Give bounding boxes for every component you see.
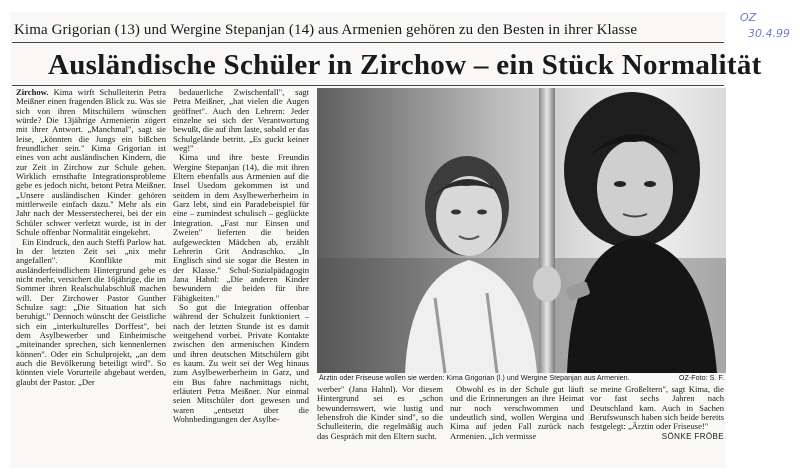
handwritten-date-note xyxy=(740,10,794,50)
author-byline: SÖNKE FRÖBE xyxy=(661,431,724,441)
photo-caption-row xyxy=(317,373,726,383)
photo-credit: OZ-Foto: S. F. xyxy=(678,373,724,382)
paragraph: Ein Eindruck, den auch Steffi Parlow hat. In der letzten Zeit sei „nix mehr angefallen". Konflikte mit ausländerfeindlichem Hintergrund gebe es nicht mehr, versichert die 16jährige, die im Sommer ihren Realschulabschluß machen will. Der Zirchower Pastor Gunther Schulze sagt: „Die Situation hat sich beruhigt." Dennoch wünscht der Geistliche sich ein „interkulturelles Dorffest", bei dem Asylbewerber und Einheimische „miteinander sprechen, sich kennenlernen können". Oder ein Schulprojekt, „an dem auch die Bevölkerung beteiligt wird". So könnten viele Vorurteile abgebaut werden, glaubt der Pastor. „Der xyxy=(16,236,166,387)
article-column-2-spacer xyxy=(173,385,309,468)
date-note-date: 30.4.99 xyxy=(748,27,790,40)
date-note-source: OZ xyxy=(740,11,757,24)
photo-illustration xyxy=(317,88,726,373)
paragraph: se meine Großeltern", sagt Kima, die vor fast sechs Jahren nach Deutschland kam. Auch in Sachen Berufswunsch haben sich beide bereits festgelegt: „Ärztin oder Friseuse!" xyxy=(590,384,724,432)
article-photo xyxy=(317,88,726,373)
article-column-2 xyxy=(173,87,309,425)
article-column-1 xyxy=(16,88,166,468)
photo-caption: Ärztin oder Friseuse wollen sie werden: Kima Grigorian (l.) und Wergine Stepanjan aus Armenien. xyxy=(319,373,630,382)
paragraph: Obwohl es in der Schule gut läuft und die Erinnerungen an ihre Heimat nur noch verschwommen und undeutlich sind, wollen Wergina und Kima auf jeden Fall zurück nach Armenien. „Ich vermisse xyxy=(450,384,584,441)
paragraph: So gut die Integration offenbar während der Schulzeit funktioniert – nach der letzten Stunde ist es damit weitgehend vorbei. Private Kontakte zwischen den armenischen Kindern und ihren deutschen Mitschülern gibt es kaum. Zu weit sei der Weg hinaus zum Asylbewerberheim in Garz, und ein Bus fahre nachmittags nicht, erläutert Petra Meißner. Nur einmal seien Mitschüler dort gewesen und waren „entsetzt über die Wohnbedingungen der Asylbe- xyxy=(173,301,309,425)
top-rule xyxy=(12,42,724,43)
kicker-line: Kima Grigorian (13) und Wergine Stepanjan (14) aus Armenien gehören zu den Besten in ihrer Klasse xyxy=(14,22,638,38)
paragraph xyxy=(16,88,166,238)
paragraph-text: Kima wirft Schulleiterin Petra Meißner einen fragenden Blick zu. Was sie sich von ihren Mitschülern wünschen würde? Die 13jährige Armenierin zögert mit ihrer Antwort. „Manchmal", sagt sie leise, „könnten die Jungs ein bißchen freundlicher sein." Kima Grigorian ist eines von acht ausländischen Kindern, die zur Zeit in Zirchow zur Schule gehen. Wirklich ernsthafte Integrationsprobleme gebe es jedoch nicht, betont Petra Meißner. „Unsere ausländischen Kinder gehören mittlerweile einfach dazu." Mehr als ein Jahr nach der Messerstecherei, bei der ein Schüler schwer verletzt wurde, ist in der Schule offenbar Normalität eingekehrt. xyxy=(16,87,166,238)
paragraph: werber" (Jana Hahnl). Vor diesem Hintergrund sei es „schon bewundernswert, wie lustig und lebensfroh die Kinder sind", so die Schulleiterin, die regelmäßig auch das Gespräch mit den Eltern sucht. xyxy=(317,384,443,441)
paragraph: bedauerliche Zwischenfall", sagt Petra Meißner, „hat vielen die Augen geöffnet". Auch den Lehrern: Jeder einzelne sei sich der Verantwortung bewußt, die auf ihm laste, sobald er das Schulgelände betritt. „Es guckt keiner weg!" xyxy=(173,87,309,154)
article-column-5 xyxy=(590,385,724,468)
dateline: Zirchow. xyxy=(16,87,49,97)
headline: Ausländische Schüler in Zirchow – ein Stück Normalität xyxy=(48,49,762,81)
headline-rule xyxy=(12,85,724,86)
paragraph: Kima und ihre beste Freundin Wergine Stepanjan (14), die mit ihren Eltern ebenfalls aus Armenien auf die Insel Usedom gekommen ist und seitdem in dem Asylbewerberheim in Garz lebt, sind ein Paradebeispiel für eine – zumindest schulisch – geglückte Integration. „Fast nur Einsen und Zweien" lieferten die beiden aufgeweckten Mädchen ab, erzählt Lehrerin Grit Andraschko. „In Englisch sind sie sogar die Besten in der Klasse." Schul-Sozialpädagogin Jana Hahnl: „Die anderen Kinder bewundern die beiden für ihre Fähigkeiten." xyxy=(173,152,309,303)
article-column-4 xyxy=(450,385,584,468)
article-column-3 xyxy=(317,385,443,468)
